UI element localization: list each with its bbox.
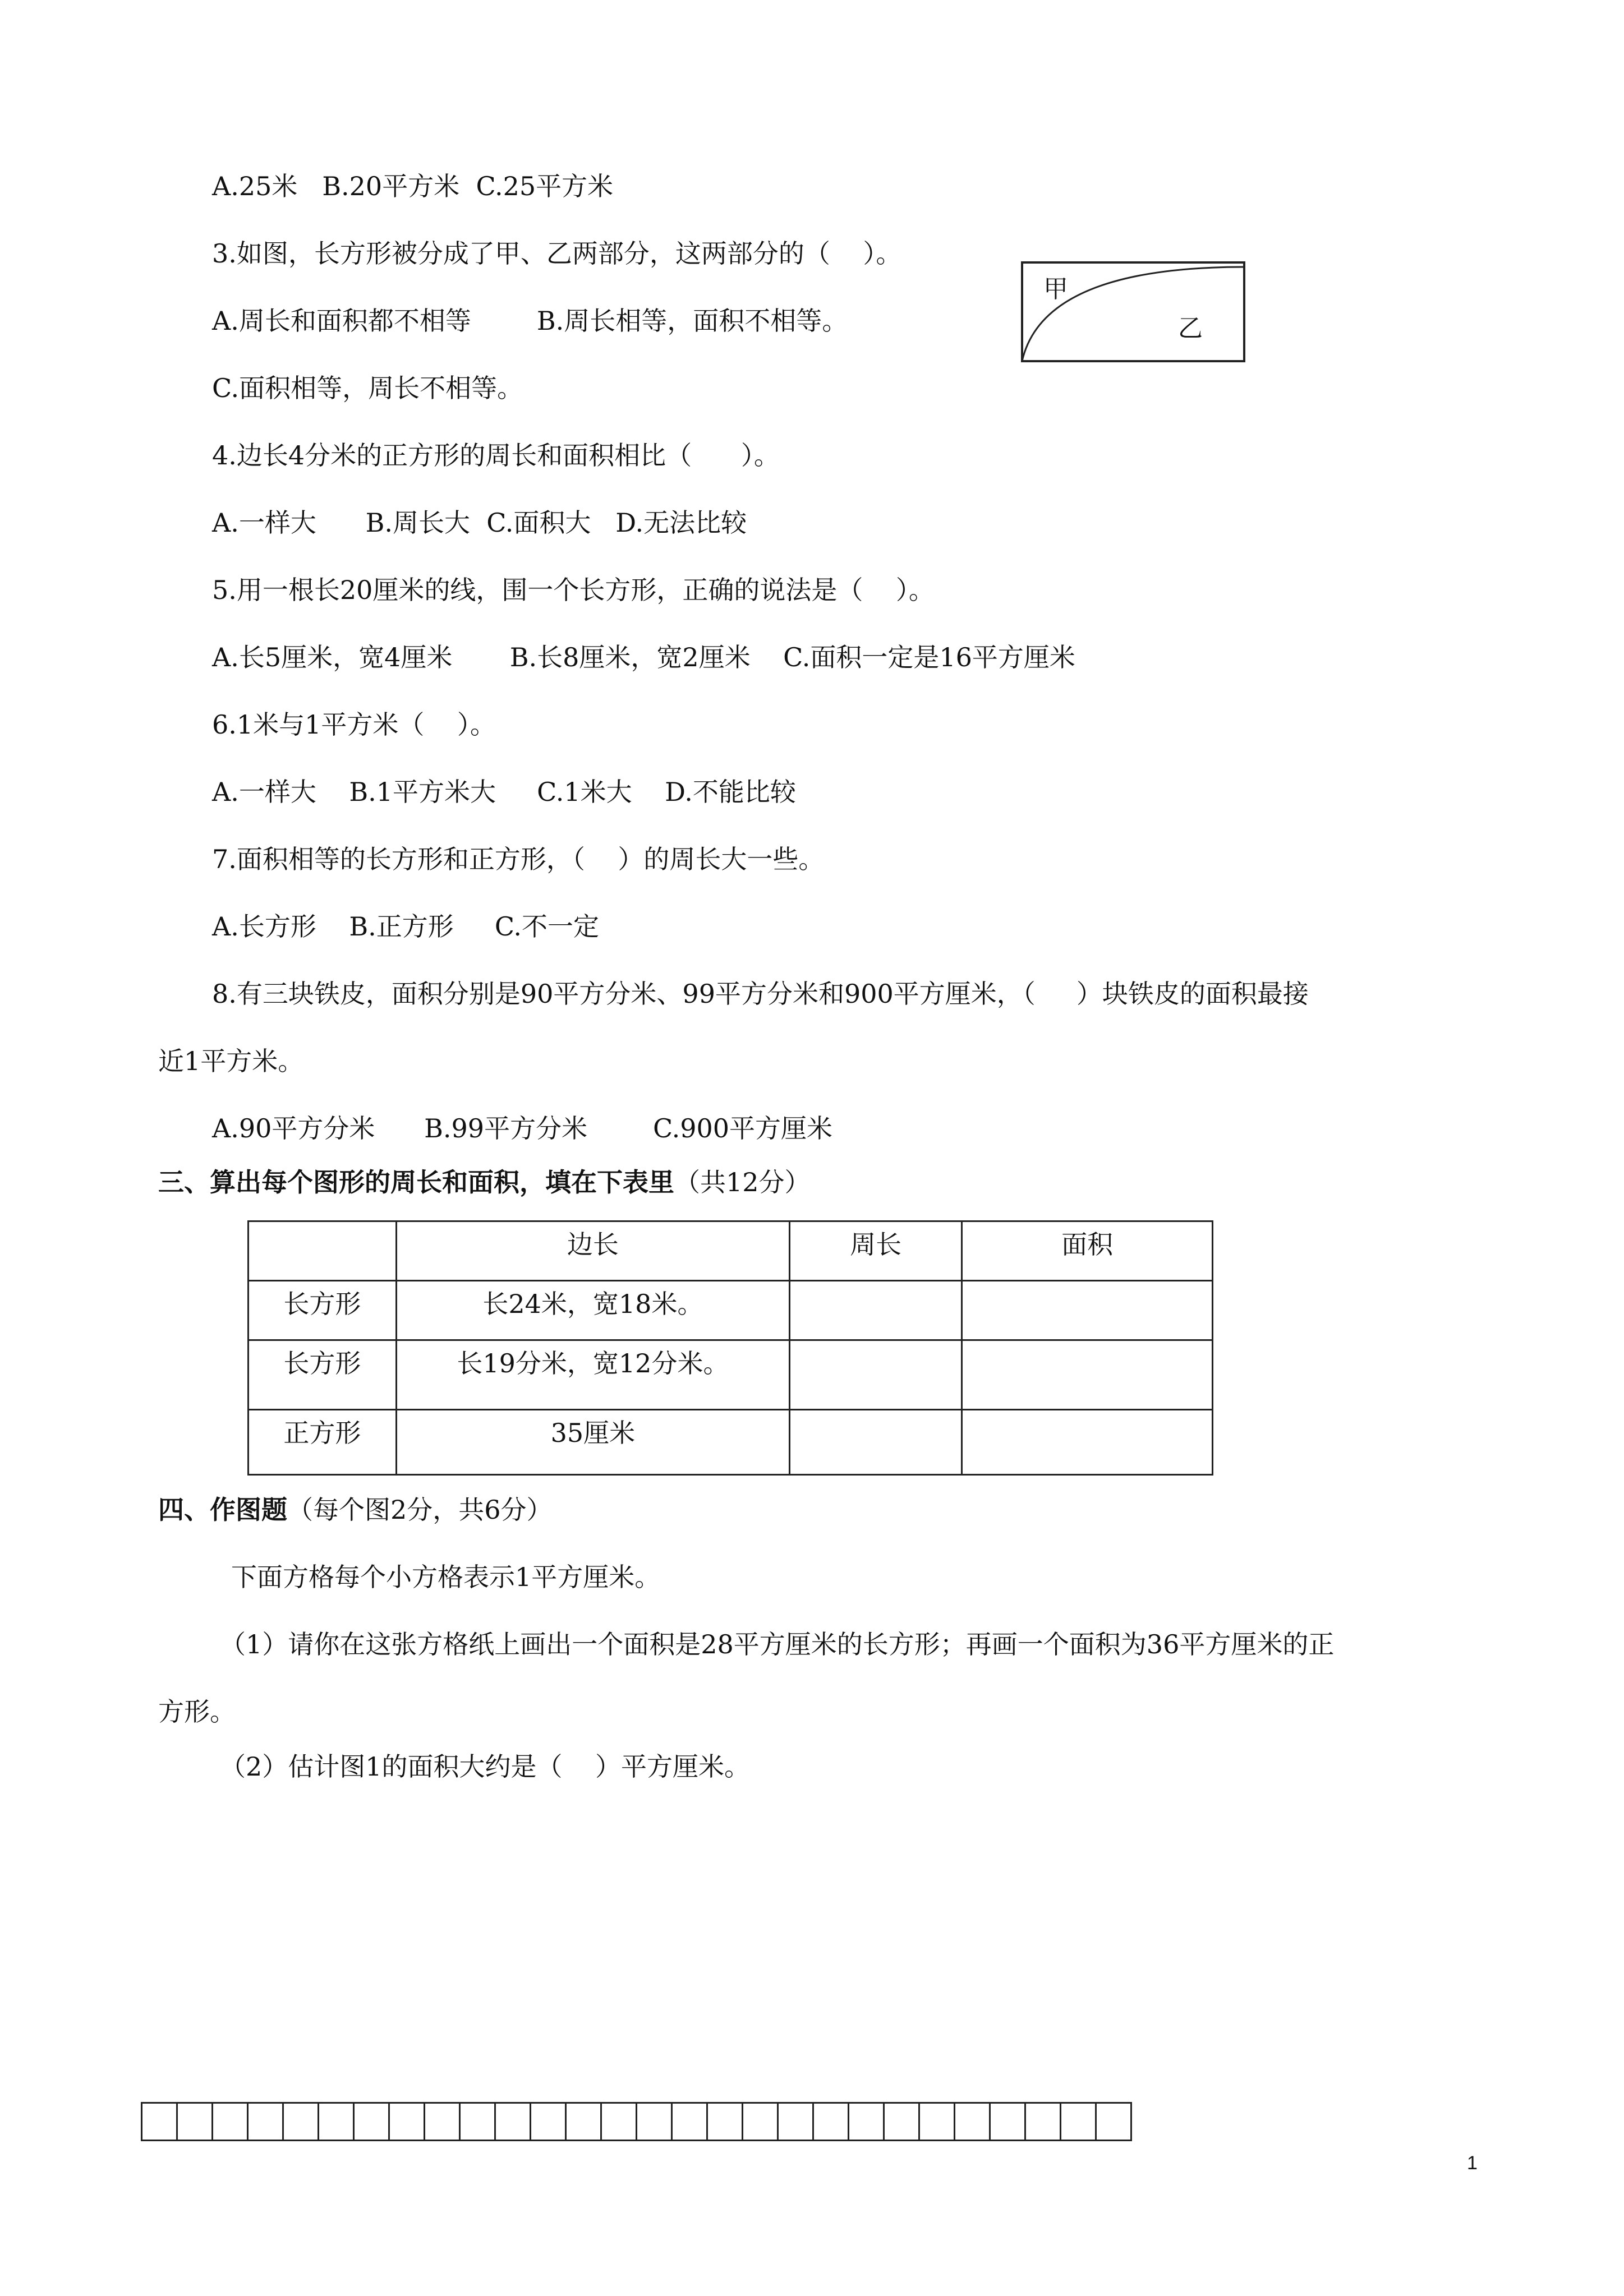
graph-paper-strip[interactable] — [141, 2102, 1132, 2141]
table-header-row — [249, 1221, 1213, 1281]
section4-q2: （2）估计图1的面积大约是（ ）平方厘米。 — [220, 1751, 751, 1782]
q2-options: A.25米 B.20平方米 C.25平方米 — [212, 171, 614, 201]
grid-cell — [885, 2104, 920, 2140]
grid-cell — [284, 2104, 319, 2140]
grid-cell — [496, 2104, 531, 2140]
grid-cell — [567, 2104, 602, 2140]
q5-options: A.长5厘米，宽4厘米 B.长8厘米，宽2厘米 C.面积一定是16平方厘米 — [212, 642, 1075, 672]
grid-cell — [849, 2104, 885, 2140]
grid-cell — [814, 2104, 849, 2140]
section3-title: 三、算出每个图形的周长和面积，填在下表里 — [158, 1167, 674, 1197]
q3-option-c: C.面积相等，周长不相等。 — [212, 373, 523, 403]
table-header-cell: 周长 — [790, 1221, 962, 1281]
table-cell-shape: 长方形 — [249, 1281, 397, 1340]
perimeter-area-table — [247, 1220, 1213, 1476]
grid-cell — [355, 2104, 390, 2140]
page-number: 1 — [1467, 2152, 1478, 2174]
q4-stem: 4.边长4分米的正方形的周长和面积相比（ ）。 — [212, 440, 780, 471]
grid-cell — [708, 2104, 743, 2140]
grid-cell — [602, 2104, 637, 2140]
section4-q1-line1: （1）请你在这张方格纸上画出一个面积是28平方厘米的长方形；再画一个面积为36平方厘米的正 — [220, 1629, 1335, 1659]
figure-label-yi: 乙 — [1178, 314, 1203, 343]
section3-score: （共12分） — [674, 1167, 811, 1197]
table-cell-area[interactable] — [962, 1410, 1213, 1475]
q3-options-ab: A.周长和面积都不相等 B.周长相等，面积不相等。 — [212, 306, 848, 336]
q5-stem: 5.用一根长20厘米的线，围一个长方形，正确的说法是（ ）。 — [212, 575, 935, 605]
grid-cell — [142, 2104, 178, 2140]
grid-cell — [991, 2104, 1026, 2140]
q8-options: A.90平方分米 B.99平方分米 C.900平方厘米 — [212, 1113, 833, 1144]
q8-stem: 8.有三块铁皮，面积分别是90平方分米、99平方分米和900平方厘米，（ ）块铁皮的面积最接 — [212, 979, 1309, 1009]
grid-cell — [743, 2104, 779, 2140]
grid-cell — [779, 2104, 814, 2140]
q4-options: A.一样大 B.周长大 C.面积大 D.无法比较 — [212, 508, 747, 538]
section4-q1-line2: 方形。 — [158, 1696, 236, 1727]
section3-heading — [158, 1165, 811, 1199]
grid-cell — [390, 2104, 425, 2140]
grid-cell — [637, 2104, 673, 2140]
table-cell-area[interactable] — [962, 1340, 1213, 1410]
table-row — [249, 1410, 1213, 1475]
grid-cell — [178, 2104, 213, 2140]
table-cell-shape: 正方形 — [249, 1410, 397, 1475]
q3-stem: 3.如图，长方形被分成了甲、乙两部分，这两部分的（ ）。 — [212, 238, 902, 269]
grid-cell — [1097, 2104, 1132, 2140]
table-cell-perimeter[interactable] — [790, 1340, 962, 1410]
table-cell-shape: 长方形 — [249, 1340, 397, 1410]
table-row — [249, 1340, 1213, 1410]
grid-cell — [461, 2104, 496, 2140]
table-cell-sides: 35厘米 — [396, 1410, 790, 1475]
section4-score: （每个图2分，共6分） — [287, 1495, 553, 1525]
table-cell-perimeter[interactable] — [790, 1281, 962, 1340]
section4-intro: 下面方格每个小方格表示1平方厘米。 — [231, 1562, 661, 1592]
table-cell-sides: 长19分米，宽12分米。 — [396, 1340, 790, 1410]
grid-cell — [531, 2104, 567, 2140]
q6-options: A.一样大 B.1平方米大 C.1米大 D.不能比较 — [212, 777, 796, 807]
grid-cell — [249, 2104, 284, 2140]
q7-stem: 7.面积相等的长方形和正方形，（ ）的周长大一些。 — [212, 844, 825, 874]
grid-cell — [1061, 2104, 1097, 2140]
grid-cell — [955, 2104, 991, 2140]
q6-stem: 6.1米与1平方米（ ）。 — [212, 709, 496, 740]
grid-cell — [213, 2104, 249, 2140]
table-header-cell: 边长 — [396, 1221, 790, 1281]
table-header-cell: 面积 — [962, 1221, 1213, 1281]
table-cell-sides: 长24米，宽18米。 — [396, 1281, 790, 1340]
table-cell-perimeter[interactable] — [790, 1410, 962, 1475]
grid-cell — [425, 2104, 461, 2140]
section4-heading — [158, 1493, 553, 1527]
table-cell-area[interactable] — [962, 1281, 1213, 1340]
table-header-cell — [249, 1221, 397, 1281]
grid-cell — [319, 2104, 355, 2140]
grid-cell — [1026, 2104, 1061, 2140]
section4-title: 四、作图题 — [158, 1495, 287, 1525]
figure-label-jia: 甲 — [1043, 275, 1068, 303]
q7-options: A.长方形 B.正方形 C.不一定 — [212, 911, 600, 942]
table-row — [249, 1281, 1213, 1340]
grid-cell — [920, 2104, 955, 2140]
rectangle-figure — [1021, 261, 1245, 362]
q8-stem-continued: 近1平方米。 — [158, 1046, 304, 1076]
grid-cell — [673, 2104, 708, 2140]
